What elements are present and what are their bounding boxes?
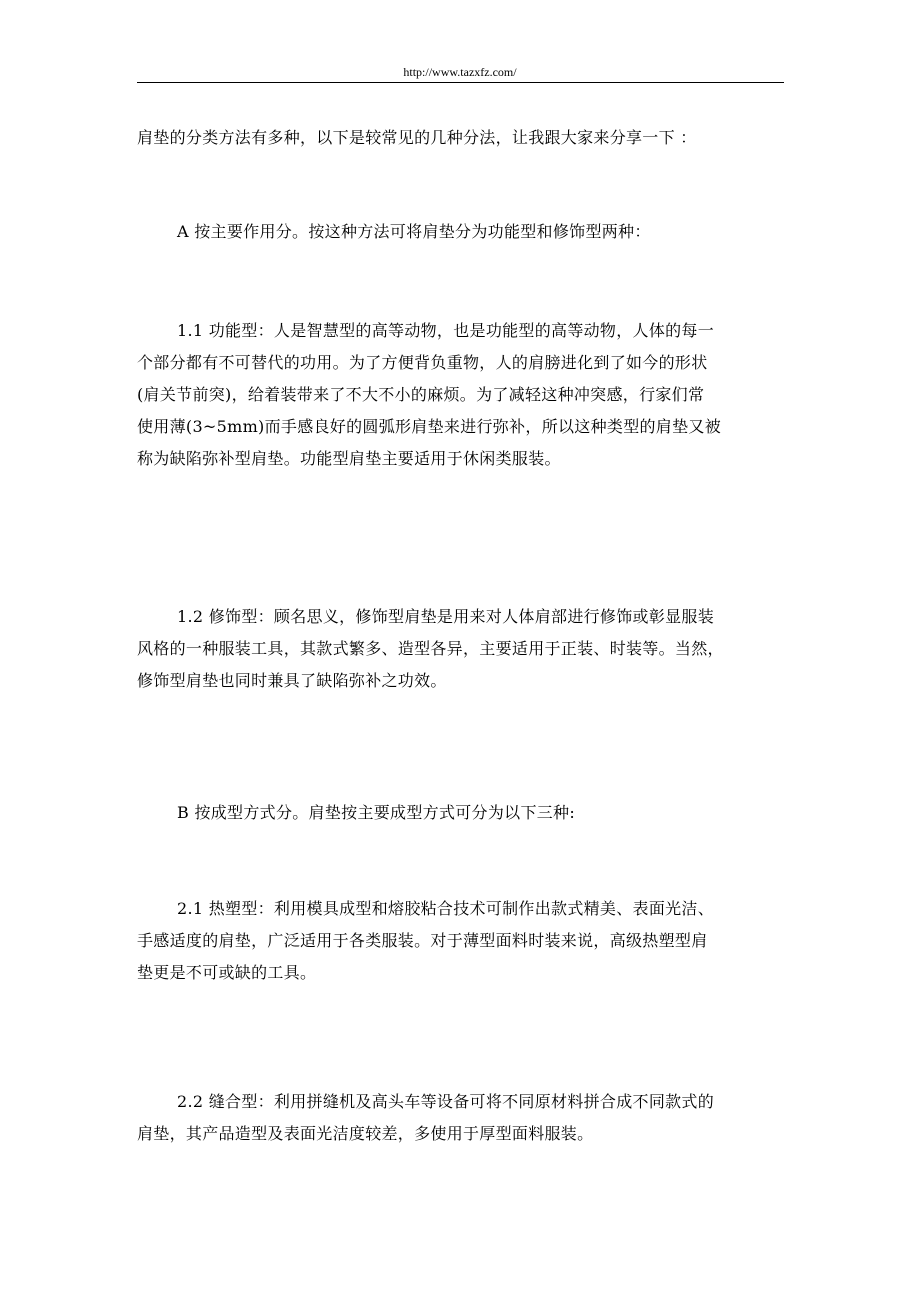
paragraph-line: 称为缺陷弥补型肩垫。功能型肩垫主要适用于休闲类服装。 bbox=[137, 449, 561, 468]
paragraph-line: 肩垫，其产品造型及表面光洁度较差，多使用于厚型面料服装。 bbox=[137, 1124, 594, 1143]
paragraph-line: 修饰型肩垫也同时兼具了缺陷弥补之功效。 bbox=[137, 671, 447, 690]
paragraph-line: 1.2 修饰型：顾名思义，修饰型肩垫是用来对人体肩部进行修饰或彰显服装 bbox=[177, 607, 715, 626]
paragraph-line: 肩垫的分类方法有多种，以下是较常见的几种分法，让我跟大家来分享一下 ： bbox=[137, 128, 697, 147]
paragraph-line: 风格的一种服装工具，其款式繁多、造型各异，主要适用于正装、时装等。当然， bbox=[137, 639, 724, 658]
paragraph-line: 个部分都有不可替代的功用。为了方便背负重物，人的肩膀进化到了如今的形状 bbox=[137, 353, 708, 372]
paragraph-line: B 按成型方式分。肩垫按主要成型方式可分为以下三种: bbox=[177, 803, 576, 822]
paragraph-line: A 按主要作用分。按这种方法可将肩垫分为功能型和修饰型两种： bbox=[177, 222, 651, 241]
paragraph-line: 垫更是不可或缺的工具。 bbox=[137, 963, 317, 982]
paragraph-line: 2.1 热塑型：利用模具成型和熔胶粘合技术可制作出款式精美、表面光洁、 bbox=[177, 899, 715, 918]
paragraph-section-a bbox=[137, 216, 787, 248]
paragraph-section-b bbox=[137, 797, 787, 829]
paragraph-line: 使用薄(3~5mm)而手感良好的圆弧形肩垫来进行弥补，所以这种类型的肩垫又被 bbox=[137, 417, 721, 436]
paragraph-intro bbox=[137, 122, 787, 154]
paragraph-2-2-sewn bbox=[137, 1086, 787, 1150]
header-url: http://www.tazxfz.com/ bbox=[403, 65, 517, 79]
header-divider bbox=[137, 82, 784, 83]
paragraph-line: (肩关节前突)，给着装带来了不大不小的麻烦。为了减轻这种冲突感，行家们常 bbox=[137, 385, 705, 404]
paragraph-line: 2.2 缝合型：利用拼缝机及高头车等设备可将不同原材料拼合成不同款式的 bbox=[177, 1092, 715, 1111]
paragraph-1-1-functional bbox=[137, 315, 787, 475]
paragraph-line: 1.1 功能型：人是智慧型的高等动物，也是功能型的高等动物，人体的每一 bbox=[177, 321, 715, 340]
paragraph-2-1-thermoplastic bbox=[137, 893, 787, 989]
paragraph-1-2-decorative bbox=[137, 601, 787, 697]
paragraph-line: 手感适度的肩垫，广泛适用于各类服装。对于薄型面料时装来说，高级热塑型肩 bbox=[137, 931, 708, 950]
